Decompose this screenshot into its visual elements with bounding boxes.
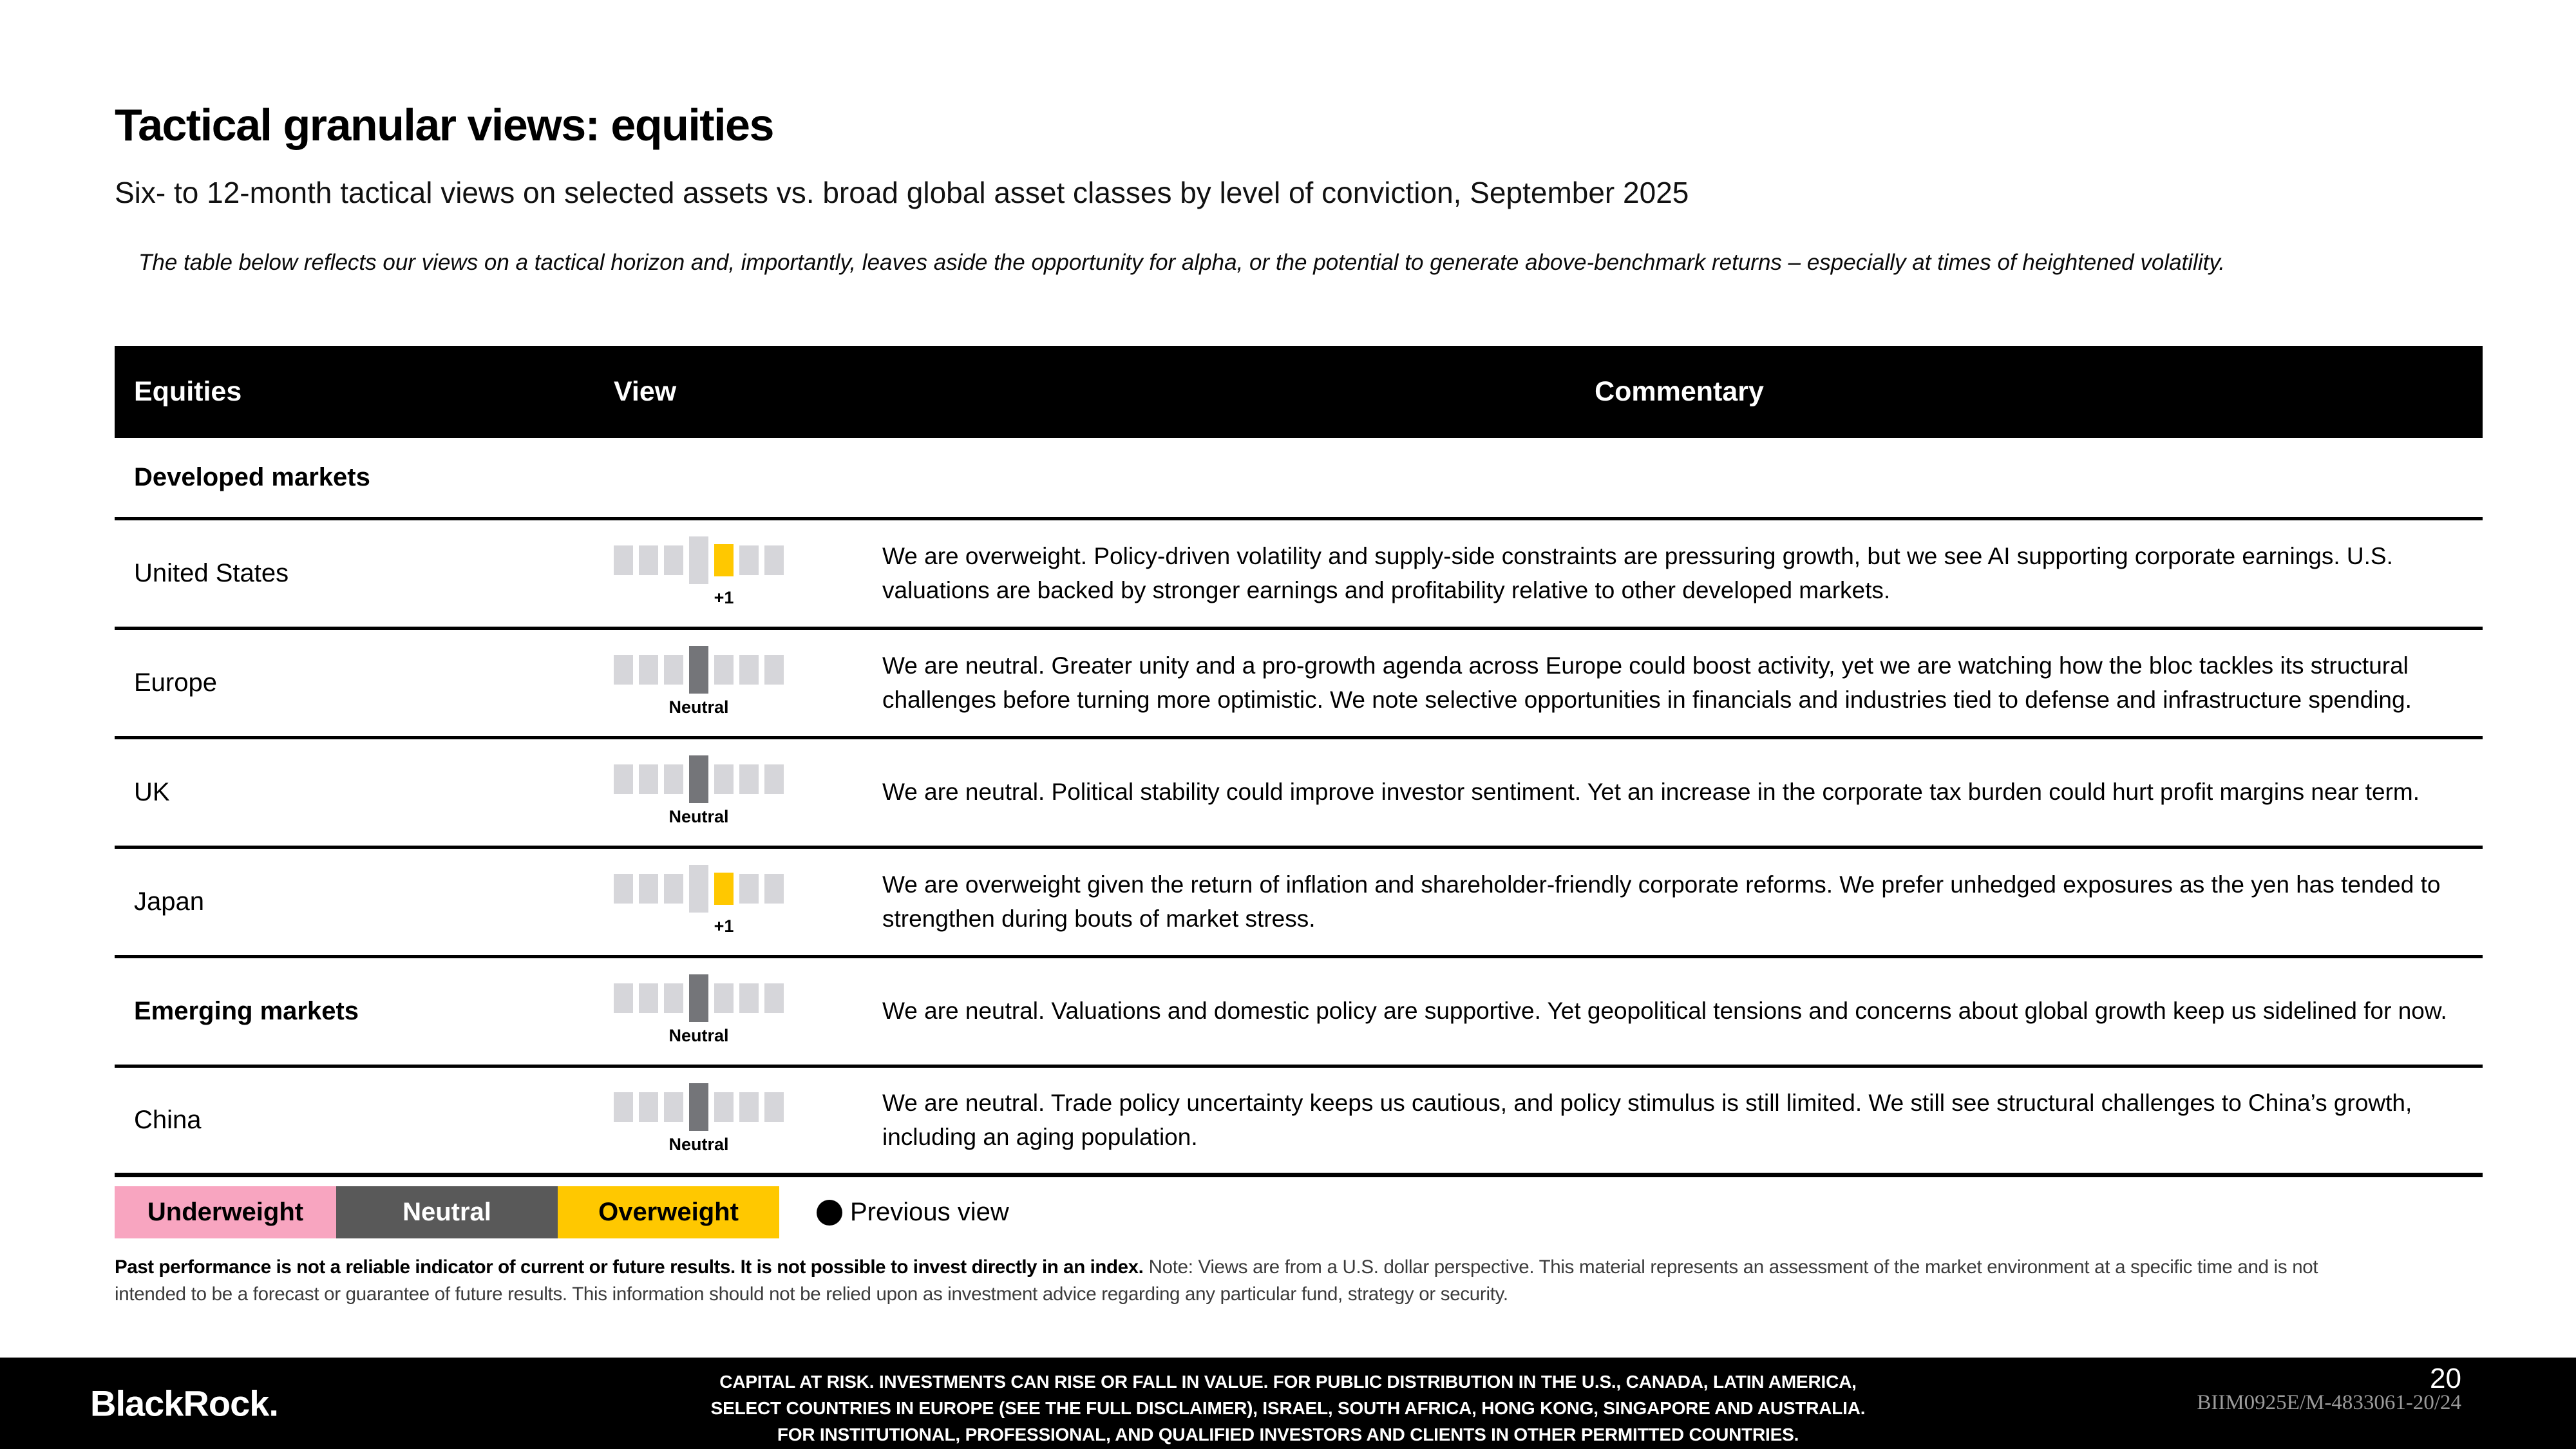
view-indicator — [614, 646, 784, 721]
view-indicator — [614, 865, 784, 940]
header-commentary: Commentary — [1595, 376, 1764, 407]
view-bar — [764, 983, 784, 1013]
view-bar — [739, 874, 759, 904]
table-row — [115, 849, 2483, 958]
table-header-row — [115, 346, 2483, 438]
view-bar — [639, 655, 658, 685]
view-label: Neutral — [668, 806, 729, 826]
commentary-text: We are neutral. Valuations and domestic policy are supportive. Yet geopolitical tensions and concerns about global growth keep us sidelined for now. — [882, 998, 2447, 1025]
previous-view-dot-icon — [817, 1200, 842, 1226]
view-cell — [592, 1083, 876, 1158]
view-bar — [714, 983, 734, 1013]
view-bar — [764, 764, 784, 794]
view-cell — [592, 646, 876, 721]
view-bar — [639, 1092, 658, 1122]
legend-overweight: Overweight — [558, 1186, 779, 1238]
view-bar — [614, 874, 633, 904]
table-row — [115, 520, 2483, 630]
view-bar — [689, 865, 708, 913]
view-bar — [664, 1092, 683, 1122]
header-view: View — [614, 376, 677, 407]
disclaimer — [115, 1254, 2343, 1308]
view-bar — [714, 764, 734, 794]
view-label: +1 — [714, 916, 734, 936]
view-label: Neutral — [668, 697, 729, 717]
view-label: +1 — [714, 587, 734, 607]
view-bar — [764, 1092, 784, 1122]
view-bar — [739, 545, 759, 575]
asset-label: Emerging markets — [134, 997, 359, 1025]
table-row — [115, 958, 2483, 1068]
legend — [115, 1186, 2483, 1238]
view-bar — [739, 1092, 759, 1122]
asset-label: United States — [134, 559, 289, 587]
view-indicator — [614, 536, 784, 611]
view-indicator — [614, 1083, 784, 1158]
view-cell — [592, 974, 876, 1049]
view-bar — [614, 1092, 633, 1122]
view-bar — [689, 755, 708, 803]
footer-right — [2197, 1364, 2461, 1414]
legend-neutral: Neutral — [336, 1186, 558, 1238]
view-bar — [639, 764, 658, 794]
view-bar — [614, 545, 633, 575]
legend-underweight: Underweight — [115, 1186, 336, 1238]
asset-label: UK — [134, 778, 170, 806]
commentary-text: We are neutral. Trade policy uncertainty keeps us cautious, and policy stimulus is still limited. We still see structural challenges to China’s growth, including an aging population. — [882, 1089, 2412, 1150]
table-row — [115, 739, 2483, 849]
table-body — [115, 520, 2483, 1177]
view-bar — [739, 764, 759, 794]
view-indicator — [614, 974, 784, 1049]
asset-label: China — [134, 1106, 202, 1134]
intro-note: The table below reflects our views on a tactical horizon and, importantly, leaves aside the opportunity for alpha, or the potential to generate above-benchmark returns – especially at times of heightened volatility. — [138, 250, 2225, 275]
table-row — [115, 630, 2483, 739]
view-label: Neutral — [668, 1134, 729, 1154]
page-subtitle: Six- to 12-month tactical views on selected assets vs. broad global asset classes by level of conviction, September 2025 — [115, 176, 1689, 209]
disclaimer-regular-text: Note: Views are from a U.S. dollar perspective. This material represents an assessment of the market environment at a specific time and is not intended to be a forecast or guarantee of future results. This information should not be relied upon as investment advice regarding any particular fund, strategy or security. — [115, 1256, 2318, 1305]
table-row — [115, 1068, 2483, 1177]
view-cell — [592, 865, 876, 940]
view-bars — [614, 865, 784, 913]
view-bar — [639, 874, 658, 904]
document-id: BIIM0925E/M-4833061-20/24 — [2197, 1391, 2461, 1415]
view-bar — [689, 536, 708, 584]
blackrock-logo: BlackRock. — [90, 1383, 278, 1424]
view-bar — [764, 655, 784, 685]
header-equities: Equities — [134, 376, 242, 407]
view-bars — [614, 646, 784, 694]
view-bar — [664, 655, 683, 685]
asset-label: Japan — [134, 887, 204, 916]
disclaimer-bold-text: Past performance is not a reliable indicator of current or future results. It is not possible to invest directly in an index. — [115, 1256, 1144, 1278]
view-bar — [664, 545, 683, 575]
commentary-text: We are neutral. Greater unity and a pro-growth agenda across Europe could boost activity, yet we are watching how the bloc tackles its structural challenges before turning more optimistic. We note selective opportunities in financials and industries tied to defense and infrastructure spending. — [882, 652, 2412, 713]
view-bar — [689, 1083, 708, 1131]
view-bar — [764, 874, 784, 904]
view-bar — [739, 983, 759, 1013]
footer-bar — [0, 1358, 2576, 1449]
view-bar — [714, 655, 734, 685]
view-bar — [664, 764, 683, 794]
footer-line-2: SELECT COUNTRIES IN EUROPE (SEE THE FULL DISCLAIMER), ISRAEL, SOUTH AFRICA, HONG KONG, SINGAPORE AND AUSTRALIA. — [710, 1397, 1866, 1418]
view-bar — [639, 983, 658, 1013]
commentary-text: We are neutral. Political stability could improve investor sentiment. Yet an increase in the corporate tax burden could hurt profit margins near term. — [882, 779, 2420, 806]
views-table — [115, 346, 2483, 1177]
view-bars — [614, 1083, 784, 1131]
view-bar — [764, 545, 784, 575]
view-bar — [689, 974, 708, 1022]
view-bars — [614, 755, 784, 803]
commentary-text: We are overweight given the return of inflation and shareholder-friendly corporate reforms. We prefer unhedged exposures as the yen has tended to strengthen during bouts of market stress. — [882, 871, 2441, 932]
section-developed-markets: Developed markets — [115, 438, 2483, 520]
view-bar — [614, 764, 633, 794]
view-bars — [614, 974, 784, 1022]
view-bar — [639, 545, 658, 575]
footer-line-3: FOR INSTITUTIONAL, PROFESSIONAL, AND QUALIFIED INVESTORS AND CLIENTS IN OTHER PERMITTED COUNTRIES. — [777, 1424, 1799, 1444]
view-bar — [739, 655, 759, 685]
view-bar — [689, 646, 708, 694]
view-bars — [614, 536, 784, 584]
view-cell — [592, 755, 876, 830]
commentary-text: We are overweight. Policy-driven volatility and supply-side constraints are pressuring growth, but we see AI supporting corporate earnings. U.S. valuations are backed by stronger earnings and profitability relative to other developed markets. — [882, 542, 2393, 603]
view-label: Neutral — [668, 1025, 729, 1045]
view-bar — [614, 983, 633, 1013]
page-title: Tactical granular views: equities — [115, 100, 773, 150]
previous-view-label: Previous view — [850, 1198, 1009, 1226]
view-cell — [592, 536, 876, 611]
view-bar — [664, 983, 683, 1013]
footer-line-1: CAPITAL AT RISK. INVESTMENTS CAN RISE OR FALL IN VALUE. FOR PUBLIC DISTRIBUTION IN THE U.S., CANADA, LATIN AMERICA, — [719, 1372, 1857, 1392]
footer-disclaimer — [711, 1369, 1866, 1448]
view-bar — [714, 873, 734, 905]
view-indicator — [614, 755, 784, 830]
legend-previous-view — [817, 1198, 1009, 1227]
main-content — [115, 346, 2483, 1308]
view-bar — [614, 655, 633, 685]
view-bar — [714, 1092, 734, 1122]
asset-label: Europe — [134, 668, 217, 697]
view-bar — [664, 874, 683, 904]
view-bar — [714, 544, 734, 576]
page-number: 20 — [2430, 1363, 2461, 1394]
